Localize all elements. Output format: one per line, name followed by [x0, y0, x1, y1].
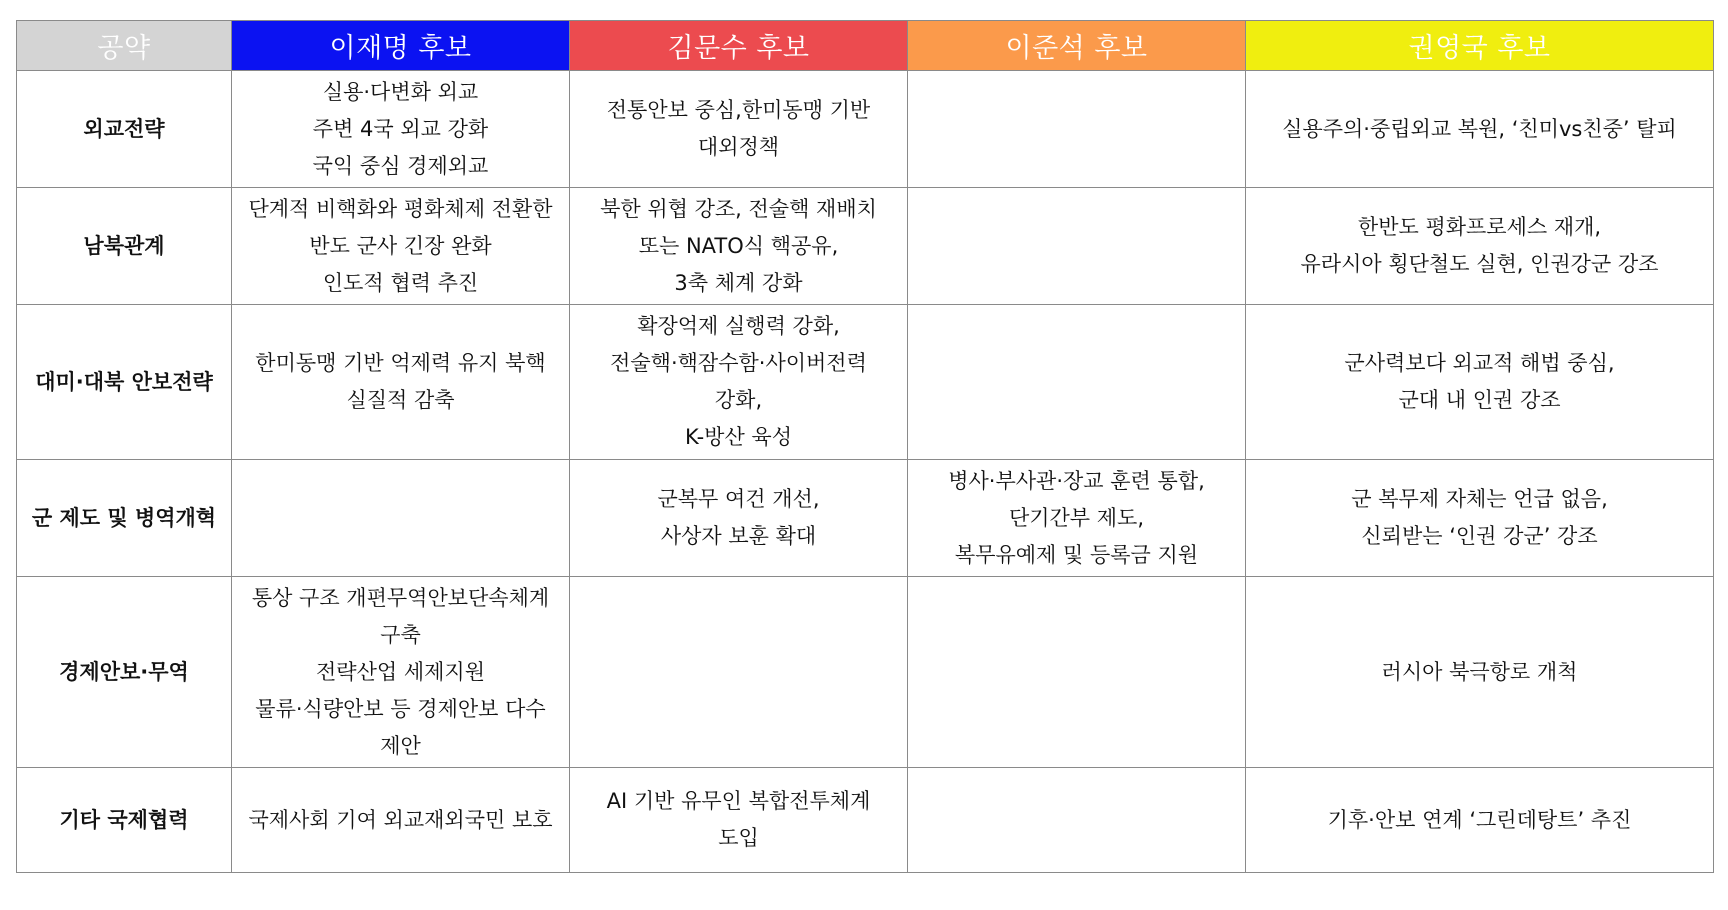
- cell-text-line: 인도적 협력 추진: [322, 270, 479, 295]
- cell-text-line: 강화,: [714, 388, 763, 412]
- cell-text-line: 실용주의·중립외교 복원, ‘친미vs친중’ 탈피: [1282, 116, 1677, 141]
- cell-text-line: 기후·안보 연계 ‘그린데탕트’ 추진: [1327, 807, 1632, 832]
- cell-text-line: 사상자 보훈 확대: [660, 524, 817, 548]
- cell-text-line: 확장억제 실행력 강화,: [637, 314, 840, 338]
- cell-text-line: 실용·다변화 외교: [322, 79, 479, 104]
- cell-text-line: 또는 NATO식 핵공유,: [638, 233, 839, 258]
- pledge-comparison-table: [16, 20, 1714, 873]
- cell-text-line: 유라시아 횡단철도 실현, 인권강군 강조: [1300, 252, 1659, 276]
- cell-lee-junseok: [908, 188, 1246, 305]
- cell-text-line: 전통안보 중심,한미동맹 기반: [606, 98, 871, 122]
- cell-text-line: 국제사회 기여 외교재외국민 보호: [248, 807, 553, 832]
- header-category: 공약: [17, 21, 232, 71]
- header-candidate-kim-moonsoo: 김문수 후보: [570, 21, 908, 71]
- cell-text-line: 러시아 북극항로 개척: [1381, 659, 1578, 684]
- row-label: 남북관계: [17, 188, 232, 305]
- cell-text-line: 반도 군사 긴장 완화: [309, 233, 492, 258]
- cell-text-line: 전략산업 세제지원: [316, 659, 485, 684]
- cell-kim-moonsoo: [570, 188, 908, 305]
- cell-text-line: 대외정책: [697, 135, 780, 159]
- table-row: [17, 188, 1714, 305]
- cell-lee-junseok: [908, 768, 1246, 873]
- cell-kwon-youngguk: [1246, 577, 1714, 768]
- cell-kim-moonsoo: [570, 768, 908, 873]
- row-label: 군 제도 및 병역개혁: [17, 460, 232, 577]
- cell-text-line: 복무유예제 및 등록금 지원: [954, 542, 1199, 567]
- row-label: 기타 국제협력: [17, 768, 232, 873]
- cell-lee-jaemyung: [232, 71, 570, 188]
- cell-text-line: 단계적 비핵화와 평화체제 전환한: [248, 196, 553, 221]
- cell-text-line: 실질적 감축: [346, 388, 455, 412]
- cell-lee-jaemyung: [232, 768, 570, 873]
- cell-kwon-youngguk: [1246, 768, 1714, 873]
- cell-text-line: 북한 위협 강조, 전술핵 재배치: [600, 196, 877, 221]
- cell-text-line: 한반도 평화프로세스 재개,: [1357, 215, 1602, 239]
- cell-lee-jaemyung: [232, 305, 570, 460]
- cell-text-line: 병사·부사관·장교 훈련 통합,: [948, 468, 1205, 493]
- cell-text-line: 한미동맹 기반 억제력 유지 북핵: [255, 351, 546, 375]
- cell-lee-junseok: [908, 577, 1246, 768]
- table-row: [17, 768, 1714, 873]
- cell-kim-moonsoo: [570, 71, 908, 188]
- cell-text-line: 전술핵·핵잠수함·사이버전력: [610, 351, 867, 375]
- cell-kim-moonsoo: [570, 577, 908, 768]
- table-row: [17, 305, 1714, 460]
- table-row: [17, 577, 1714, 768]
- cell-text-line: 3축 체계 강화: [674, 270, 803, 295]
- cell-text-line: 구축: [380, 622, 421, 647]
- cell-text-line: AI 기반 유무인 복합전투체계: [606, 789, 871, 813]
- row-label: 대미·대북 안보전략: [17, 305, 232, 460]
- cell-text-line: 국익 중심 경제외교: [312, 153, 489, 178]
- cell-text-line: 물류·식량안보 등 경제안보 다수: [255, 696, 546, 721]
- cell-kwon-youngguk: [1246, 305, 1714, 460]
- row-label: 외교전략: [17, 71, 232, 188]
- cell-kwon-youngguk: [1246, 460, 1714, 577]
- cell-text-line: 군대 내 인권 강조: [1398, 388, 1561, 412]
- pledge-comparison-table-container: [16, 20, 1713, 873]
- cell-text-line: 제안: [380, 733, 421, 758]
- cell-lee-junseok: [908, 460, 1246, 577]
- cell-text-line: 단기간부 제도,: [1008, 505, 1145, 530]
- header-candidate-lee-junseok: 이준석 후보: [908, 21, 1246, 71]
- cell-text-line: 군사력보다 외교적 해법 중심,: [1344, 351, 1615, 375]
- cell-lee-junseok: [908, 71, 1246, 188]
- table-row: [17, 460, 1714, 577]
- table-row: [17, 71, 1714, 188]
- cell-text-line: K-방산 육성: [685, 425, 792, 449]
- cell-kim-moonsoo: [570, 460, 908, 577]
- header-candidate-lee-jaemyung: 이재명 후보: [232, 21, 570, 71]
- cell-lee-jaemyung: [232, 577, 570, 768]
- cell-lee-jaemyung: [232, 188, 570, 305]
- cell-text-line: 주변 4국 외교 강화: [312, 116, 489, 141]
- row-label: 경제안보·무역: [17, 577, 232, 768]
- cell-text-line: 신뢰받는 ‘인권 강군’ 강조: [1361, 524, 1598, 548]
- header-row: [17, 21, 1714, 71]
- table-body: [17, 71, 1714, 873]
- cell-text-line: 군 복무제 자체는 언급 없음,: [1351, 487, 1608, 511]
- header-candidate-kwon-youngguk: 권영국 후보: [1246, 21, 1714, 71]
- cell-text-line: 도입: [718, 826, 759, 850]
- cell-kim-moonsoo: [570, 305, 908, 460]
- cell-lee-junseok: [908, 305, 1246, 460]
- cell-text-line: 통상 구조 개편무역안보단속체계: [251, 585, 550, 610]
- cell-kwon-youngguk: [1246, 71, 1714, 188]
- cell-lee-jaemyung: [232, 460, 570, 577]
- cell-kwon-youngguk: [1246, 188, 1714, 305]
- cell-text-line: 군복무 여건 개선,: [657, 487, 820, 511]
